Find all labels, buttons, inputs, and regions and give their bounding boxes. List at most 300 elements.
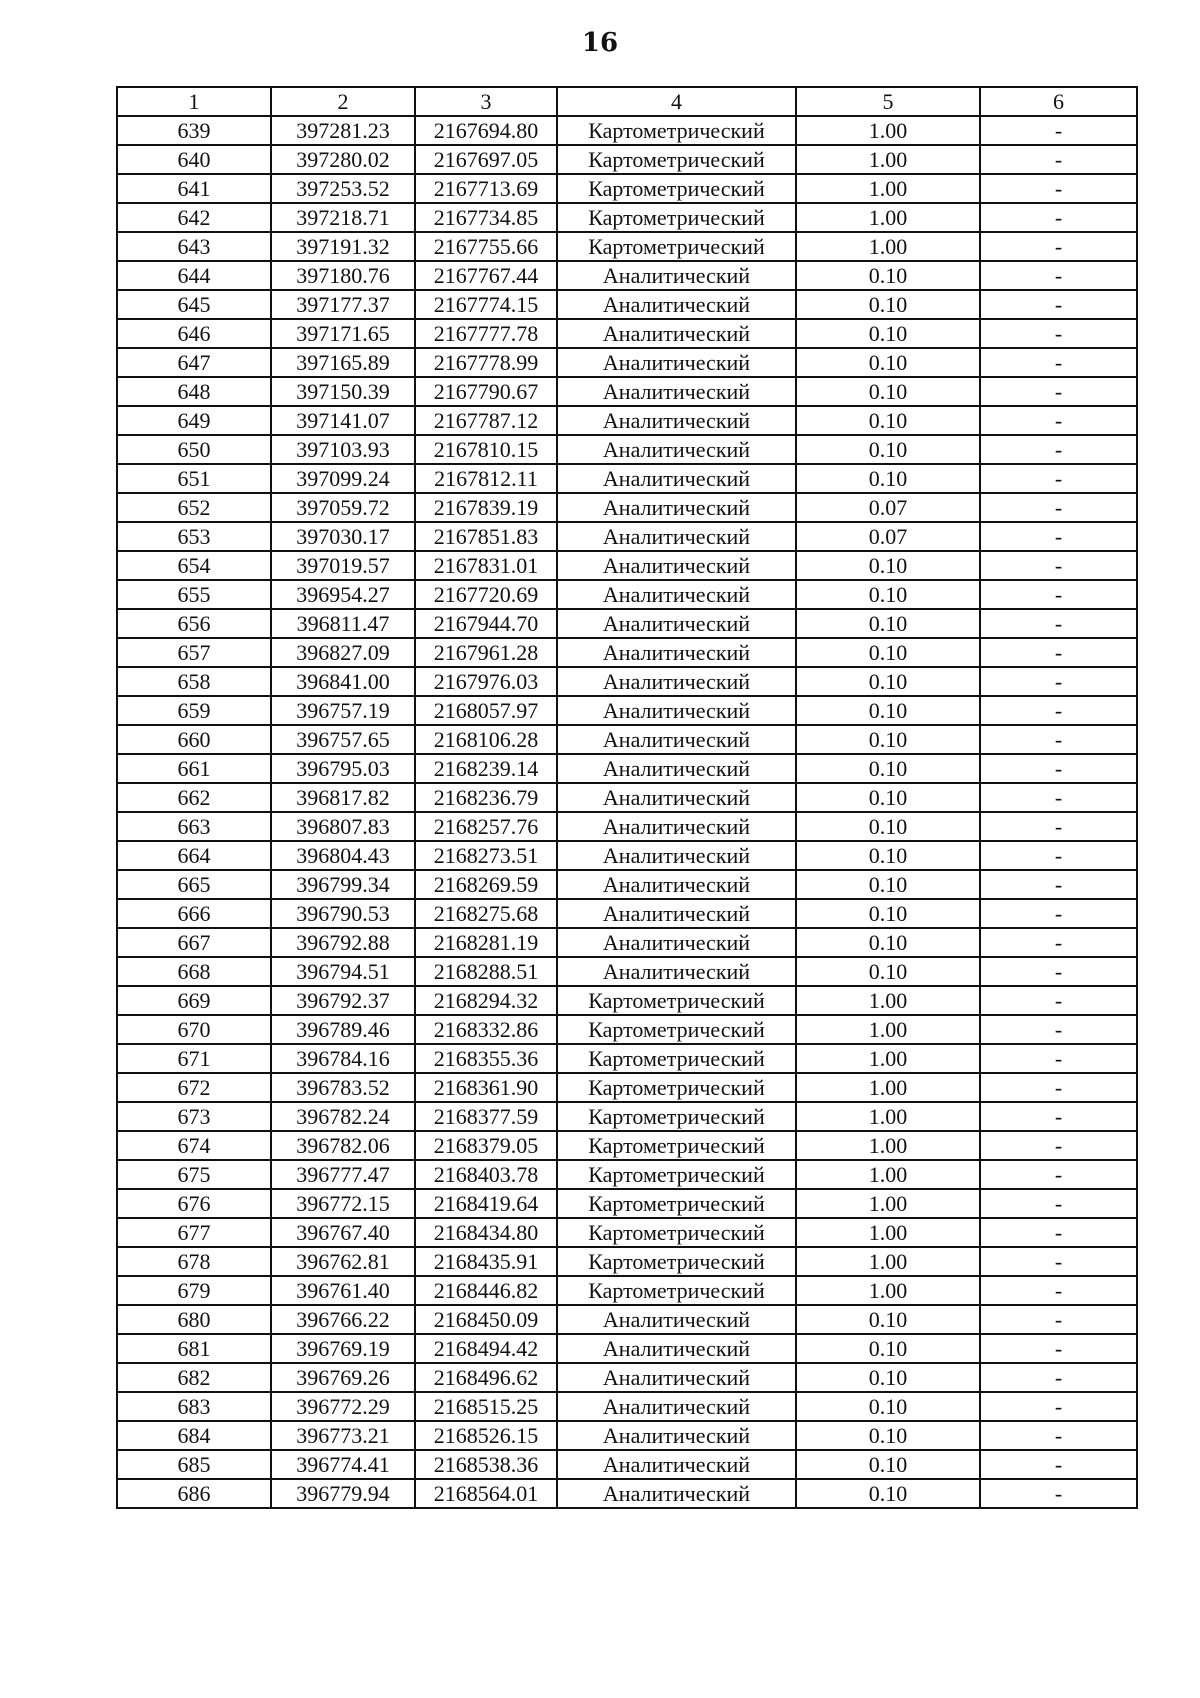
accuracy-cell: 1.00 bbox=[796, 1015, 980, 1044]
accuracy-cell: 0.10 bbox=[796, 348, 980, 377]
y-coordinate-cell: 2168236.79 bbox=[415, 783, 557, 812]
x-coordinate-cell: 396783.52 bbox=[271, 1073, 415, 1102]
method-cell: Аналитический bbox=[557, 870, 796, 899]
x-coordinate-cell: 396761.40 bbox=[271, 1276, 415, 1305]
note-cell: - bbox=[980, 725, 1137, 754]
x-coordinate-cell: 396757.19 bbox=[271, 696, 415, 725]
accuracy-cell: 0.10 bbox=[796, 580, 980, 609]
point-number-cell: 684 bbox=[117, 1421, 271, 1450]
table-row bbox=[117, 1073, 1137, 1102]
y-coordinate-cell: 2168446.82 bbox=[415, 1276, 557, 1305]
table-row bbox=[117, 1102, 1137, 1131]
method-cell: Картометрический bbox=[557, 1247, 796, 1276]
note-cell: - bbox=[980, 1450, 1137, 1479]
y-coordinate-cell: 2168434.80 bbox=[415, 1218, 557, 1247]
method-cell: Аналитический bbox=[557, 493, 796, 522]
point-number-cell: 672 bbox=[117, 1073, 271, 1102]
x-coordinate-cell: 397099.24 bbox=[271, 464, 415, 493]
note-cell: - bbox=[980, 493, 1137, 522]
method-cell: Аналитический bbox=[557, 812, 796, 841]
x-coordinate-cell: 396777.47 bbox=[271, 1160, 415, 1189]
y-coordinate-cell: 2168057.97 bbox=[415, 696, 557, 725]
y-coordinate-cell: 2168288.51 bbox=[415, 957, 557, 986]
y-coordinate-cell: 2167976.03 bbox=[415, 667, 557, 696]
y-coordinate-cell: 2168275.68 bbox=[415, 899, 557, 928]
table-row bbox=[117, 1044, 1137, 1073]
method-cell: Аналитический bbox=[557, 1392, 796, 1421]
point-number-cell: 651 bbox=[117, 464, 271, 493]
y-coordinate-cell: 2167778.99 bbox=[415, 348, 557, 377]
accuracy-cell: 0.10 bbox=[796, 377, 980, 406]
y-coordinate-cell: 2167790.67 bbox=[415, 377, 557, 406]
y-coordinate-cell: 2167697.05 bbox=[415, 145, 557, 174]
note-cell: - bbox=[980, 1160, 1137, 1189]
table-row bbox=[117, 1392, 1137, 1421]
x-coordinate-cell: 396790.53 bbox=[271, 899, 415, 928]
note-cell: - bbox=[980, 754, 1137, 783]
method-cell: Картометрический bbox=[557, 986, 796, 1015]
method-cell: Аналитический bbox=[557, 667, 796, 696]
accuracy-cell: 1.00 bbox=[796, 116, 980, 145]
x-coordinate-cell: 396772.15 bbox=[271, 1189, 415, 1218]
accuracy-cell: 0.10 bbox=[796, 406, 980, 435]
method-cell: Аналитический bbox=[557, 783, 796, 812]
y-coordinate-cell: 2167720.69 bbox=[415, 580, 557, 609]
table-row bbox=[117, 290, 1137, 319]
x-coordinate-cell: 396769.26 bbox=[271, 1363, 415, 1392]
table-row bbox=[117, 1015, 1137, 1044]
point-number-cell: 657 bbox=[117, 638, 271, 667]
point-number-cell: 661 bbox=[117, 754, 271, 783]
y-coordinate-cell: 2167851.83 bbox=[415, 522, 557, 551]
note-cell: - bbox=[980, 870, 1137, 899]
x-coordinate-cell: 396954.27 bbox=[271, 580, 415, 609]
accuracy-cell: 0.07 bbox=[796, 522, 980, 551]
y-coordinate-cell: 2168494.42 bbox=[415, 1334, 557, 1363]
x-coordinate-cell: 396779.94 bbox=[271, 1479, 415, 1508]
note-cell: - bbox=[980, 1363, 1137, 1392]
table-row bbox=[117, 638, 1137, 667]
table-row bbox=[117, 725, 1137, 754]
y-coordinate-cell: 2168332.86 bbox=[415, 1015, 557, 1044]
y-coordinate-cell: 2168273.51 bbox=[415, 841, 557, 870]
column-header: 4 bbox=[557, 87, 796, 116]
accuracy-cell: 0.10 bbox=[796, 783, 980, 812]
y-coordinate-cell: 2167734.85 bbox=[415, 203, 557, 232]
note-cell: - bbox=[980, 464, 1137, 493]
point-number-cell: 677 bbox=[117, 1218, 271, 1247]
note-cell: - bbox=[980, 696, 1137, 725]
x-coordinate-cell: 397150.39 bbox=[271, 377, 415, 406]
accuracy-cell: 1.00 bbox=[796, 232, 980, 261]
y-coordinate-cell: 2167812.11 bbox=[415, 464, 557, 493]
point-number-cell: 660 bbox=[117, 725, 271, 754]
table-row bbox=[117, 348, 1137, 377]
note-cell: - bbox=[980, 203, 1137, 232]
x-coordinate-cell: 396772.29 bbox=[271, 1392, 415, 1421]
note-cell: - bbox=[980, 957, 1137, 986]
note-cell: - bbox=[980, 1015, 1137, 1044]
point-number-cell: 665 bbox=[117, 870, 271, 899]
y-coordinate-cell: 2168538.36 bbox=[415, 1450, 557, 1479]
note-cell: - bbox=[980, 1276, 1137, 1305]
accuracy-cell: 1.00 bbox=[796, 1189, 980, 1218]
y-coordinate-cell: 2168355.36 bbox=[415, 1044, 557, 1073]
table-row bbox=[117, 1247, 1137, 1276]
table-row bbox=[117, 957, 1137, 986]
y-coordinate-cell: 2168281.19 bbox=[415, 928, 557, 957]
point-number-cell: 668 bbox=[117, 957, 271, 986]
table-row bbox=[117, 783, 1137, 812]
x-coordinate-cell: 397218.71 bbox=[271, 203, 415, 232]
x-coordinate-cell: 396792.37 bbox=[271, 986, 415, 1015]
method-cell: Аналитический bbox=[557, 377, 796, 406]
y-coordinate-cell: 2167944.70 bbox=[415, 609, 557, 638]
table-row bbox=[117, 696, 1137, 725]
accuracy-cell: 1.00 bbox=[796, 1160, 980, 1189]
accuracy-cell: 1.00 bbox=[796, 145, 980, 174]
point-number-cell: 648 bbox=[117, 377, 271, 406]
note-cell: - bbox=[980, 812, 1137, 841]
method-cell: Картометрический bbox=[557, 232, 796, 261]
x-coordinate-cell: 397103.93 bbox=[271, 435, 415, 464]
table-row bbox=[117, 464, 1137, 493]
y-coordinate-cell: 2168403.78 bbox=[415, 1160, 557, 1189]
y-coordinate-cell: 2168239.14 bbox=[415, 754, 557, 783]
point-number-cell: 642 bbox=[117, 203, 271, 232]
note-cell: - bbox=[980, 1131, 1137, 1160]
table-row bbox=[117, 1131, 1137, 1160]
table-row bbox=[117, 319, 1137, 348]
point-number-cell: 670 bbox=[117, 1015, 271, 1044]
table-row bbox=[117, 1334, 1137, 1363]
column-header: 2 bbox=[271, 87, 415, 116]
y-coordinate-cell: 2168450.09 bbox=[415, 1305, 557, 1334]
method-cell: Аналитический bbox=[557, 290, 796, 319]
note-cell: - bbox=[980, 841, 1137, 870]
note-cell: - bbox=[980, 290, 1137, 319]
accuracy-cell: 1.00 bbox=[796, 174, 980, 203]
note-cell: - bbox=[980, 1421, 1137, 1450]
y-coordinate-cell: 2168269.59 bbox=[415, 870, 557, 899]
method-cell: Аналитический bbox=[557, 1334, 796, 1363]
table-row bbox=[117, 870, 1137, 899]
accuracy-cell: 0.10 bbox=[796, 928, 980, 957]
point-number-cell: 641 bbox=[117, 174, 271, 203]
accuracy-cell: 0.10 bbox=[796, 696, 980, 725]
note-cell: - bbox=[980, 377, 1137, 406]
x-coordinate-cell: 396774.41 bbox=[271, 1450, 415, 1479]
y-coordinate-cell: 2167713.69 bbox=[415, 174, 557, 203]
method-cell: Аналитический bbox=[557, 1363, 796, 1392]
method-cell: Картометрический bbox=[557, 1218, 796, 1247]
x-coordinate-cell: 396794.51 bbox=[271, 957, 415, 986]
method-cell: Аналитический bbox=[557, 696, 796, 725]
accuracy-cell: 1.00 bbox=[796, 1044, 980, 1073]
x-coordinate-cell: 396766.22 bbox=[271, 1305, 415, 1334]
point-number-cell: 652 bbox=[117, 493, 271, 522]
table-row bbox=[117, 1450, 1137, 1479]
point-number-cell: 640 bbox=[117, 145, 271, 174]
table-row bbox=[117, 551, 1137, 580]
y-coordinate-cell: 2168361.90 bbox=[415, 1073, 557, 1102]
note-cell: - bbox=[980, 1334, 1137, 1363]
note-cell: - bbox=[980, 116, 1137, 145]
point-number-cell: 645 bbox=[117, 290, 271, 319]
x-coordinate-cell: 396769.19 bbox=[271, 1334, 415, 1363]
y-coordinate-cell: 2168106.28 bbox=[415, 725, 557, 754]
accuracy-cell: 0.10 bbox=[796, 754, 980, 783]
point-number-cell: 671 bbox=[117, 1044, 271, 1073]
note-cell: - bbox=[980, 406, 1137, 435]
method-cell: Картометрический bbox=[557, 174, 796, 203]
accuracy-cell: 0.10 bbox=[796, 725, 980, 754]
point-number-cell: 663 bbox=[117, 812, 271, 841]
accuracy-cell: 1.00 bbox=[796, 1102, 980, 1131]
y-coordinate-cell: 2167767.44 bbox=[415, 261, 557, 290]
method-cell: Аналитический bbox=[557, 957, 796, 986]
method-cell: Аналитический bbox=[557, 1421, 796, 1450]
x-coordinate-cell: 396817.82 bbox=[271, 783, 415, 812]
point-number-cell: 682 bbox=[117, 1363, 271, 1392]
table-row bbox=[117, 145, 1137, 174]
y-coordinate-cell: 2167774.15 bbox=[415, 290, 557, 319]
x-coordinate-cell: 397180.76 bbox=[271, 261, 415, 290]
x-coordinate-cell: 396799.34 bbox=[271, 870, 415, 899]
accuracy-cell: 0.10 bbox=[796, 841, 980, 870]
note-cell: - bbox=[980, 1305, 1137, 1334]
point-number-cell: 667 bbox=[117, 928, 271, 957]
note-cell: - bbox=[980, 174, 1137, 203]
y-coordinate-cell: 2168564.01 bbox=[415, 1479, 557, 1508]
y-coordinate-cell: 2167810.15 bbox=[415, 435, 557, 464]
point-number-cell: 679 bbox=[117, 1276, 271, 1305]
x-coordinate-cell: 396827.09 bbox=[271, 638, 415, 667]
note-cell: - bbox=[980, 667, 1137, 696]
x-coordinate-cell: 396792.88 bbox=[271, 928, 415, 957]
point-number-cell: 674 bbox=[117, 1131, 271, 1160]
accuracy-cell: 0.10 bbox=[796, 1305, 980, 1334]
accuracy-cell: 0.10 bbox=[796, 638, 980, 667]
x-coordinate-cell: 396807.83 bbox=[271, 812, 415, 841]
table-row bbox=[117, 1305, 1137, 1334]
point-number-cell: 681 bbox=[117, 1334, 271, 1363]
accuracy-cell: 1.00 bbox=[796, 203, 980, 232]
point-number-cell: 649 bbox=[117, 406, 271, 435]
method-cell: Картометрический bbox=[557, 203, 796, 232]
x-coordinate-cell: 396811.47 bbox=[271, 609, 415, 638]
accuracy-cell: 0.10 bbox=[796, 899, 980, 928]
column-header: 1 bbox=[117, 87, 271, 116]
y-coordinate-cell: 2168419.64 bbox=[415, 1189, 557, 1218]
note-cell: - bbox=[980, 1392, 1137, 1421]
method-cell: Картометрический bbox=[557, 1073, 796, 1102]
accuracy-cell: 1.00 bbox=[796, 1073, 980, 1102]
table-row bbox=[117, 754, 1137, 783]
method-cell: Аналитический bbox=[557, 841, 796, 870]
method-cell: Аналитический bbox=[557, 348, 796, 377]
method-cell: Картометрический bbox=[557, 1102, 796, 1131]
accuracy-cell: 0.10 bbox=[796, 870, 980, 899]
point-number-cell: 658 bbox=[117, 667, 271, 696]
table-row bbox=[117, 522, 1137, 551]
coordinates-table bbox=[116, 86, 1138, 1509]
method-cell: Аналитический bbox=[557, 319, 796, 348]
point-number-cell: 662 bbox=[117, 783, 271, 812]
y-coordinate-cell: 2168515.25 bbox=[415, 1392, 557, 1421]
accuracy-cell: 1.00 bbox=[796, 986, 980, 1015]
table-row bbox=[117, 1189, 1137, 1218]
accuracy-cell: 0.10 bbox=[796, 435, 980, 464]
y-coordinate-cell: 2168435.91 bbox=[415, 1247, 557, 1276]
table-row bbox=[117, 609, 1137, 638]
x-coordinate-cell: 397030.17 bbox=[271, 522, 415, 551]
table-row bbox=[117, 812, 1137, 841]
accuracy-cell: 0.10 bbox=[796, 464, 980, 493]
accuracy-cell: 0.10 bbox=[796, 290, 980, 319]
method-cell: Картометрический bbox=[557, 1160, 796, 1189]
note-cell: - bbox=[980, 1247, 1137, 1276]
method-cell: Аналитический bbox=[557, 464, 796, 493]
table-row bbox=[117, 1276, 1137, 1305]
accuracy-cell: 1.00 bbox=[796, 1131, 980, 1160]
accuracy-cell: 1.00 bbox=[796, 1218, 980, 1247]
note-cell: - bbox=[980, 551, 1137, 580]
x-coordinate-cell: 397253.52 bbox=[271, 174, 415, 203]
note-cell: - bbox=[980, 1102, 1137, 1131]
accuracy-cell: 0.10 bbox=[796, 1363, 980, 1392]
accuracy-cell: 0.10 bbox=[796, 812, 980, 841]
y-coordinate-cell: 2168294.32 bbox=[415, 986, 557, 1015]
method-cell: Аналитический bbox=[557, 1479, 796, 1508]
x-coordinate-cell: 396789.46 bbox=[271, 1015, 415, 1044]
x-coordinate-cell: 396757.65 bbox=[271, 725, 415, 754]
method-cell: Аналитический bbox=[557, 609, 796, 638]
x-coordinate-cell: 397059.72 bbox=[271, 493, 415, 522]
x-coordinate-cell: 396841.00 bbox=[271, 667, 415, 696]
y-coordinate-cell: 2167755.66 bbox=[415, 232, 557, 261]
method-cell: Аналитический bbox=[557, 928, 796, 957]
note-cell: - bbox=[980, 1479, 1137, 1508]
note-cell: - bbox=[980, 580, 1137, 609]
column-header: 5 bbox=[796, 87, 980, 116]
point-number-cell: 650 bbox=[117, 435, 271, 464]
point-number-cell: 685 bbox=[117, 1450, 271, 1479]
accuracy-cell: 0.10 bbox=[796, 551, 980, 580]
x-coordinate-cell: 396782.06 bbox=[271, 1131, 415, 1160]
table-row bbox=[117, 986, 1137, 1015]
accuracy-cell: 0.07 bbox=[796, 493, 980, 522]
note-cell: - bbox=[980, 232, 1137, 261]
method-cell: Аналитический bbox=[557, 1305, 796, 1334]
y-coordinate-cell: 2167694.80 bbox=[415, 116, 557, 145]
point-number-cell: 680 bbox=[117, 1305, 271, 1334]
table-row bbox=[117, 1218, 1137, 1247]
method-cell: Картометрический bbox=[557, 116, 796, 145]
point-number-cell: 655 bbox=[117, 580, 271, 609]
method-cell: Аналитический bbox=[557, 551, 796, 580]
note-cell: - bbox=[980, 145, 1137, 174]
note-cell: - bbox=[980, 1073, 1137, 1102]
point-number-cell: 639 bbox=[117, 116, 271, 145]
table-row bbox=[117, 493, 1137, 522]
x-coordinate-cell: 397191.32 bbox=[271, 232, 415, 261]
header-row bbox=[117, 87, 1137, 116]
x-coordinate-cell: 396782.24 bbox=[271, 1102, 415, 1131]
method-cell: Аналитический bbox=[557, 638, 796, 667]
accuracy-cell: 0.10 bbox=[796, 1421, 980, 1450]
accuracy-cell: 1.00 bbox=[796, 1247, 980, 1276]
accuracy-cell: 0.10 bbox=[796, 261, 980, 290]
method-cell: Аналитический bbox=[557, 725, 796, 754]
y-coordinate-cell: 2168257.76 bbox=[415, 812, 557, 841]
method-cell: Картометрический bbox=[557, 1189, 796, 1218]
table-row bbox=[117, 377, 1137, 406]
table-row bbox=[117, 203, 1137, 232]
table-row bbox=[117, 435, 1137, 464]
x-coordinate-cell: 397280.02 bbox=[271, 145, 415, 174]
x-coordinate-cell: 397165.89 bbox=[271, 348, 415, 377]
point-number-cell: 653 bbox=[117, 522, 271, 551]
table-row bbox=[117, 174, 1137, 203]
point-number-cell: 666 bbox=[117, 899, 271, 928]
y-coordinate-cell: 2168379.05 bbox=[415, 1131, 557, 1160]
note-cell: - bbox=[980, 319, 1137, 348]
method-cell: Картометрический bbox=[557, 145, 796, 174]
column-header: 6 bbox=[980, 87, 1137, 116]
method-cell: Аналитический bbox=[557, 899, 796, 928]
table-row bbox=[117, 1160, 1137, 1189]
y-coordinate-cell: 2167961.28 bbox=[415, 638, 557, 667]
table-row bbox=[117, 841, 1137, 870]
point-number-cell: 654 bbox=[117, 551, 271, 580]
y-coordinate-cell: 2167839.19 bbox=[415, 493, 557, 522]
method-cell: Аналитический bbox=[557, 580, 796, 609]
point-number-cell: 647 bbox=[117, 348, 271, 377]
accuracy-cell: 0.10 bbox=[796, 957, 980, 986]
table-row bbox=[117, 261, 1137, 290]
note-cell: - bbox=[980, 261, 1137, 290]
note-cell: - bbox=[980, 638, 1137, 667]
method-cell: Картометрический bbox=[557, 1044, 796, 1073]
method-cell: Аналитический bbox=[557, 522, 796, 551]
y-coordinate-cell: 2168377.59 bbox=[415, 1102, 557, 1131]
note-cell: - bbox=[980, 899, 1137, 928]
point-number-cell: 664 bbox=[117, 841, 271, 870]
x-coordinate-cell: 397141.07 bbox=[271, 406, 415, 435]
table-body bbox=[117, 116, 1137, 1508]
note-cell: - bbox=[980, 522, 1137, 551]
method-cell: Картометрический bbox=[557, 1015, 796, 1044]
x-coordinate-cell: 397019.57 bbox=[271, 551, 415, 580]
y-coordinate-cell: 2167831.01 bbox=[415, 551, 557, 580]
accuracy-cell: 0.10 bbox=[796, 1450, 980, 1479]
accuracy-cell: 0.10 bbox=[796, 1334, 980, 1363]
point-number-cell: 686 bbox=[117, 1479, 271, 1508]
x-coordinate-cell: 396804.43 bbox=[271, 841, 415, 870]
accuracy-cell: 1.00 bbox=[796, 1276, 980, 1305]
table-row bbox=[117, 232, 1137, 261]
table-row bbox=[117, 406, 1137, 435]
note-cell: - bbox=[980, 1218, 1137, 1247]
table-row bbox=[117, 1363, 1137, 1392]
method-cell: Аналитический bbox=[557, 754, 796, 783]
x-coordinate-cell: 397177.37 bbox=[271, 290, 415, 319]
x-coordinate-cell: 396762.81 bbox=[271, 1247, 415, 1276]
point-number-cell: 676 bbox=[117, 1189, 271, 1218]
y-coordinate-cell: 2167787.12 bbox=[415, 406, 557, 435]
point-number-cell: 659 bbox=[117, 696, 271, 725]
